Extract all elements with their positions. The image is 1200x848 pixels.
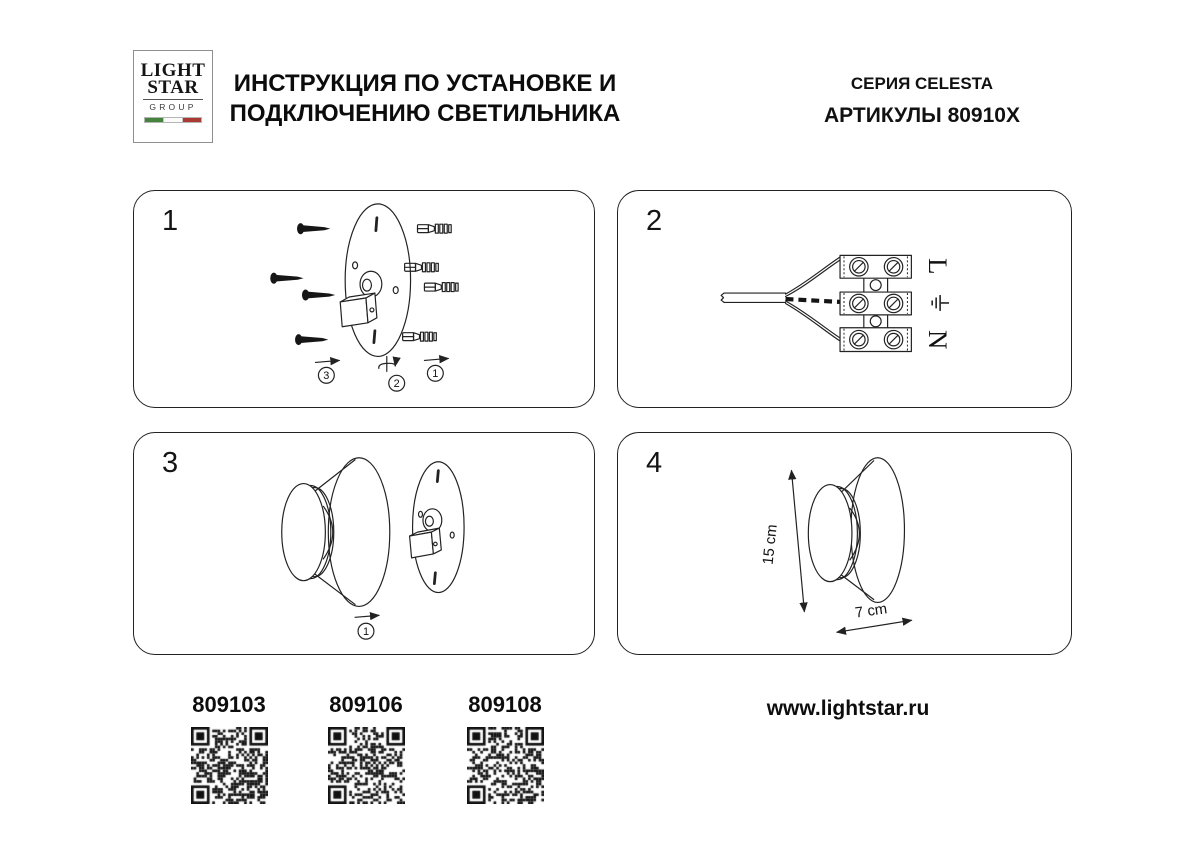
panel-1-number: 1 [162,205,179,237]
step-2-marker [379,356,405,391]
terminal-row-line [840,255,911,278]
panel-3-diagram [134,433,594,654]
terminal-row-neutral [840,328,911,352]
qr-code-icon [191,727,268,804]
panel-2-diagram [618,191,1071,407]
step-panel-3 [133,432,595,655]
lamp-body [808,458,904,603]
article-block-1 [169,692,289,809]
title-line-2: ПОДКЛЮЧЕНИЮ СВЕТИЛЬНИКА [229,100,621,127]
terminal-labels [923,258,953,349]
panel-1-diagram [134,191,594,407]
step-panel-4 [617,432,1072,655]
terminal-block [840,255,911,351]
panel-2-number: 2 [646,205,663,237]
title-line-1: ИНСТРУКЦИЯ ПО УСТАНОВКЕ И [233,70,617,97]
panel-4-number: 4 [646,447,663,479]
qr-code-icon [467,727,544,804]
logo-word-group: GROUP [143,99,203,112]
series-name: СЕРИЯ CELESTA [850,74,994,93]
article-block-3 [445,692,565,809]
step-1-label: 1 [362,625,370,638]
step-1-label: 1 [432,368,439,381]
step-panel-2 [617,190,1072,408]
height-dimension [761,471,805,612]
earth-symbol [932,295,949,311]
step-1-marker [424,358,448,381]
mounting-plate [410,462,465,593]
terminal-row-earth [840,292,911,315]
article-block-2 [306,692,426,809]
article-code-label: 809103 [192,692,266,717]
power-cable [721,256,841,341]
article-code-label: 809106 [329,692,403,717]
logo-word-star: STAR [147,77,199,98]
page-title [222,69,628,129]
mounting-plate [340,204,410,357]
panel-4-diagram [618,433,1071,654]
step-1-marker [355,615,379,639]
qr-code-icon [328,727,405,804]
lightstar-logo [133,50,213,143]
logo-word-light: LIGHT [140,60,206,81]
lamp-body [282,458,390,607]
height-dimension-label: 15 cm [760,523,781,566]
step-3-label: 3 [323,370,330,383]
width-dimension [837,601,911,632]
series-block [792,74,1052,128]
article-code-label: 809108 [468,692,542,717]
step-panel-1 [133,190,595,408]
step-3-marker [315,360,339,383]
step-2-label: 2 [393,377,400,390]
website-url: www.lightstar.ru [766,697,930,720]
neutral-terminal-label: N [923,329,954,350]
italian-flag-icon [144,117,202,123]
screws [270,223,335,345]
panel-3-number: 3 [162,447,179,479]
line-terminal-label: L [923,258,954,275]
article-series: АРТИКУЛЫ 80910X [824,104,1020,127]
width-dimension-label: 7 cm [854,601,889,622]
